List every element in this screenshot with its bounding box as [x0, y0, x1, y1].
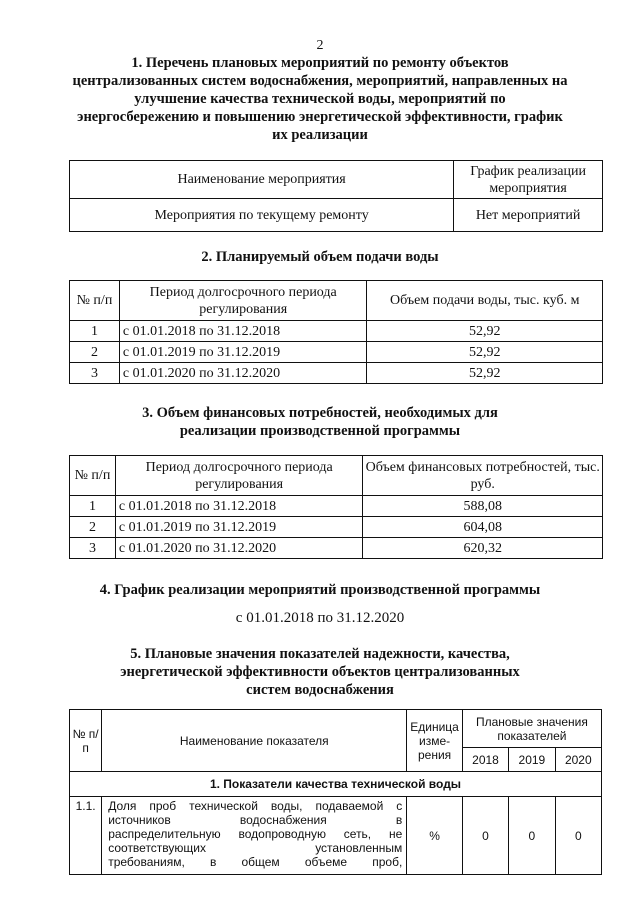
cell-num: 3 [70, 538, 116, 559]
table-group-row [70, 772, 602, 797]
cell-unit: % [407, 797, 463, 875]
header-cell-name: Наименование мероприятия [70, 161, 454, 199]
section-1-table [69, 160, 603, 232]
indicator-name-line: источников водоснабжения в [108, 813, 403, 827]
cell-event-schedule: Нет мероприятий [454, 199, 603, 232]
section-2-title: 2. Планируемый объем подачи воды [201, 249, 439, 265]
cell-value: 604,08 [363, 517, 603, 538]
table-row [70, 342, 603, 363]
header-cell-value: Объем финансовых потребностей, тыс. руб. [363, 456, 603, 496]
page-number: 2 [316, 38, 324, 53]
cell-period: с 01.01.2018 по 31.12.2018 [115, 496, 363, 517]
cell-num: 1 [70, 321, 120, 342]
header-cell-name: Наименование показателя [102, 710, 407, 772]
table-row [70, 517, 603, 538]
header-cell-planned: Плановые значения показателей [462, 710, 601, 748]
table-row [70, 363, 603, 384]
header-year-2020: 2020 [555, 748, 601, 772]
cell-value-2018: 0 [462, 797, 508, 875]
table-row [70, 797, 602, 875]
section-2-table [69, 280, 603, 384]
header-cell-num: № п/п [70, 710, 102, 772]
section-3-title-line: реализации производственной программы [179, 423, 461, 439]
cell-value: 588,08 [363, 496, 603, 517]
cell-event-name: Мероприятия по текущему ремонту [70, 199, 454, 232]
section-1-title-line: их реализации [272, 127, 368, 143]
section-5-table [69, 709, 602, 875]
section-5-title-line: систем водоснабжения [246, 682, 394, 698]
cell-value: 52,92 [367, 342, 603, 363]
indicator-name-line: требованиям, в общем объеме проб, [108, 855, 403, 869]
section-5-title-line: 5. Плановые значения показателей надежности, качества, [130, 646, 510, 662]
header-cell-period: Период долгосрочного периода регулирования [115, 456, 363, 496]
table-row [70, 321, 603, 342]
cell-period: с 01.01.2020 по 31.12.2020 [115, 538, 363, 559]
section-5-title-line: энергетической эффективности объектов централизованных [120, 664, 520, 680]
indicator-name-line: распределительную водопроводную сеть, не [108, 827, 403, 841]
indicator-name-line: соответствующих установленным [108, 841, 403, 855]
section-1-title-line: 1. Перечень плановых мероприятий по ремонту объектов [131, 55, 509, 71]
cell-num: 2 [70, 517, 116, 538]
section-3-table [69, 455, 603, 559]
cell-period: с 01.01.2020 по 31.12.2020 [119, 363, 367, 384]
indicator-name-line: Доля проб технической воды, подаваемой с [108, 799, 403, 813]
header-year-2018: 2018 [462, 748, 508, 772]
section-1-title-line: централизованных систем водоснабжения, мероприятий, направленных на [72, 73, 568, 89]
group-title-cell: 1. Показатели качества технической воды [70, 772, 602, 797]
section-4-title: 4. График реализации мероприятий производственной программы [99, 582, 541, 598]
section-1-title-line: энергосбережению и повышению энергетической эффективности, график [77, 109, 563, 125]
section-3-title [0, 404, 640, 440]
cell-indicator-name [102, 797, 407, 875]
cell-value-2019: 0 [509, 797, 555, 875]
section-3-title-line: 3. Объем финансовых потребностей, необходимых для [142, 405, 498, 421]
cell-value: 52,92 [367, 321, 603, 342]
header-cell-num: № п/п [70, 281, 120, 321]
cell-value-2020: 0 [555, 797, 601, 875]
cell-num: 1 [70, 496, 116, 517]
cell-period: с 01.01.2018 по 31.12.2018 [119, 321, 367, 342]
table-header-row [70, 456, 603, 496]
table-row [70, 496, 603, 517]
table-row [70, 199, 603, 232]
section-4-period: с 01.01.2018 по 31.12.2020 [235, 610, 405, 626]
table-header-row [70, 281, 603, 321]
cell-num: 3 [70, 363, 120, 384]
cell-num: 1.1. [70, 797, 102, 875]
table-header-row [70, 161, 603, 199]
cell-period: с 01.01.2019 по 31.12.2019 [119, 342, 367, 363]
header-cell-value: Объем подачи воды, тыс. куб. м [367, 281, 603, 321]
table-header-row [70, 710, 602, 748]
cell-num: 2 [70, 342, 120, 363]
header-year-2019: 2019 [509, 748, 555, 772]
header-cell-period: Период долгосрочного периода регулирования [119, 281, 367, 321]
cell-period: с 01.01.2019 по 31.12.2019 [115, 517, 363, 538]
cell-value: 620,32 [363, 538, 603, 559]
section-1-title-line: улучшение качества технической воды, мероприятий по [134, 91, 506, 107]
cell-value: 52,92 [367, 363, 603, 384]
table-row [70, 538, 603, 559]
section-5-title [0, 645, 640, 699]
section-1-title [0, 54, 640, 144]
header-cell-num: № п/п [70, 456, 116, 496]
header-cell-schedule: График реализации мероприятия [454, 161, 603, 199]
header-cell-unit: Единица изме-рения [407, 710, 463, 772]
